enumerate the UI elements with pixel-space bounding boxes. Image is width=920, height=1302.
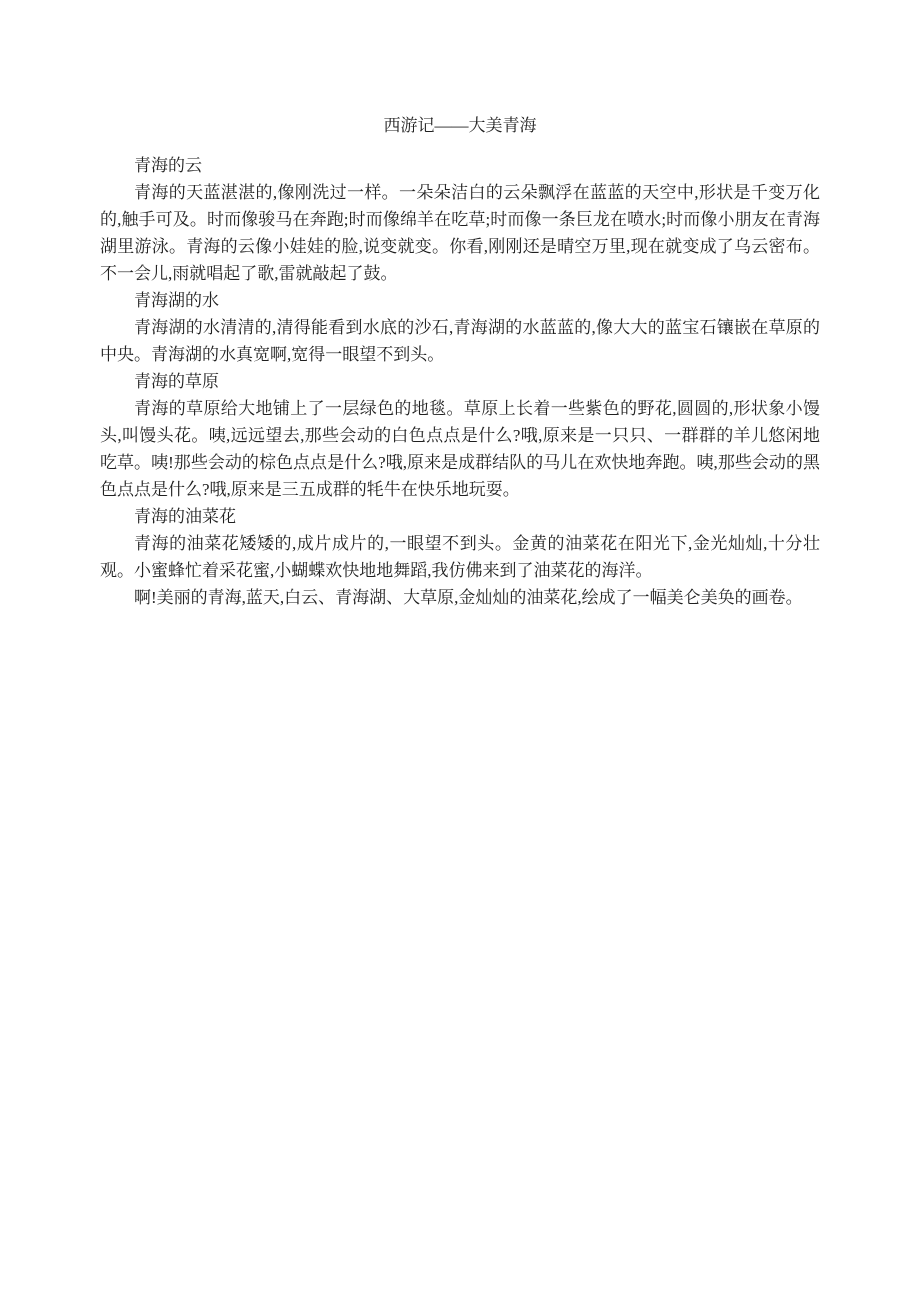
section-heading-clouds: 青海的云: [134, 156, 202, 175]
section-paragraph-lake-water: 青海湖的水清清的,清得能看到水底的沙石,青海湖的水蓝蓝的,像大大的蓝宝石镶嵌在草原的中央。青海湖的水真宽啊,宽得一眼望不到头。: [100, 318, 820, 364]
section-heading-grassland: 青海的草原: [134, 372, 219, 391]
section-paragraph-clouds: 青海的天蓝湛湛的,像刚洗过一样。一朵朵洁白的云朵飘浮在蓝蓝的天空中,形状是千变万化的,触手可及。时而像骏马在奔跑;时而像绵羊在吃草;时而像一条巨龙在喷水;时而像小朋友在青海湖里游泳。青海的云像小娃娃的脸,说变就变。你看,刚刚还是晴空万里,现在就变成了乌云密布。不一会儿,雨就唱起了歌,雷就敲起了鼓。: [100, 183, 820, 283]
section-rapeseed-flowers: [100, 503, 820, 584]
closing-paragraph: 啊!美丽的青海,蓝天,白云、青海湖、大草原,金灿灿的油菜花,绘成了一幅美仑美奂的画卷。: [134, 588, 803, 607]
section-heading-rapeseed-flowers: 青海的油菜花: [134, 507, 236, 526]
section-grassland: [100, 368, 820, 503]
section-lake-water: [100, 287, 820, 368]
section-paragraph-grassland: 青海的草原给大地铺上了一层绿色的地毯。草原上长着一些紫色的野花,圆圆的,形状象小馒头,叫馒头花。咦,远远望去,那些会动的白色点点是什么?哦,原来是一只只、一群群的羊儿悠闲地吃草。咦!那些会动的棕色点点是什么?哦,原来是成群结队的马儿在欢快地奔跑。咦,那些会动的黑色点点是什么?哦,原来是三五成群的牦牛在快乐地玩耍。: [100, 399, 820, 499]
section-clouds: [100, 152, 820, 287]
section-paragraph-rapeseed-flowers: 青海的油菜花矮矮的,成片成片的,一眼望不到头。金黄的油菜花在阳光下,金光灿灿,十分壮观。小蜜蜂忙着采花蜜,小蝴蝶欢快地地舞蹈,我仿佛来到了油菜花的海洋。: [100, 534, 820, 580]
document-title: 西游记——大美青海: [383, 116, 537, 135]
section-heading-lake-water: 青海湖的水: [134, 291, 219, 310]
